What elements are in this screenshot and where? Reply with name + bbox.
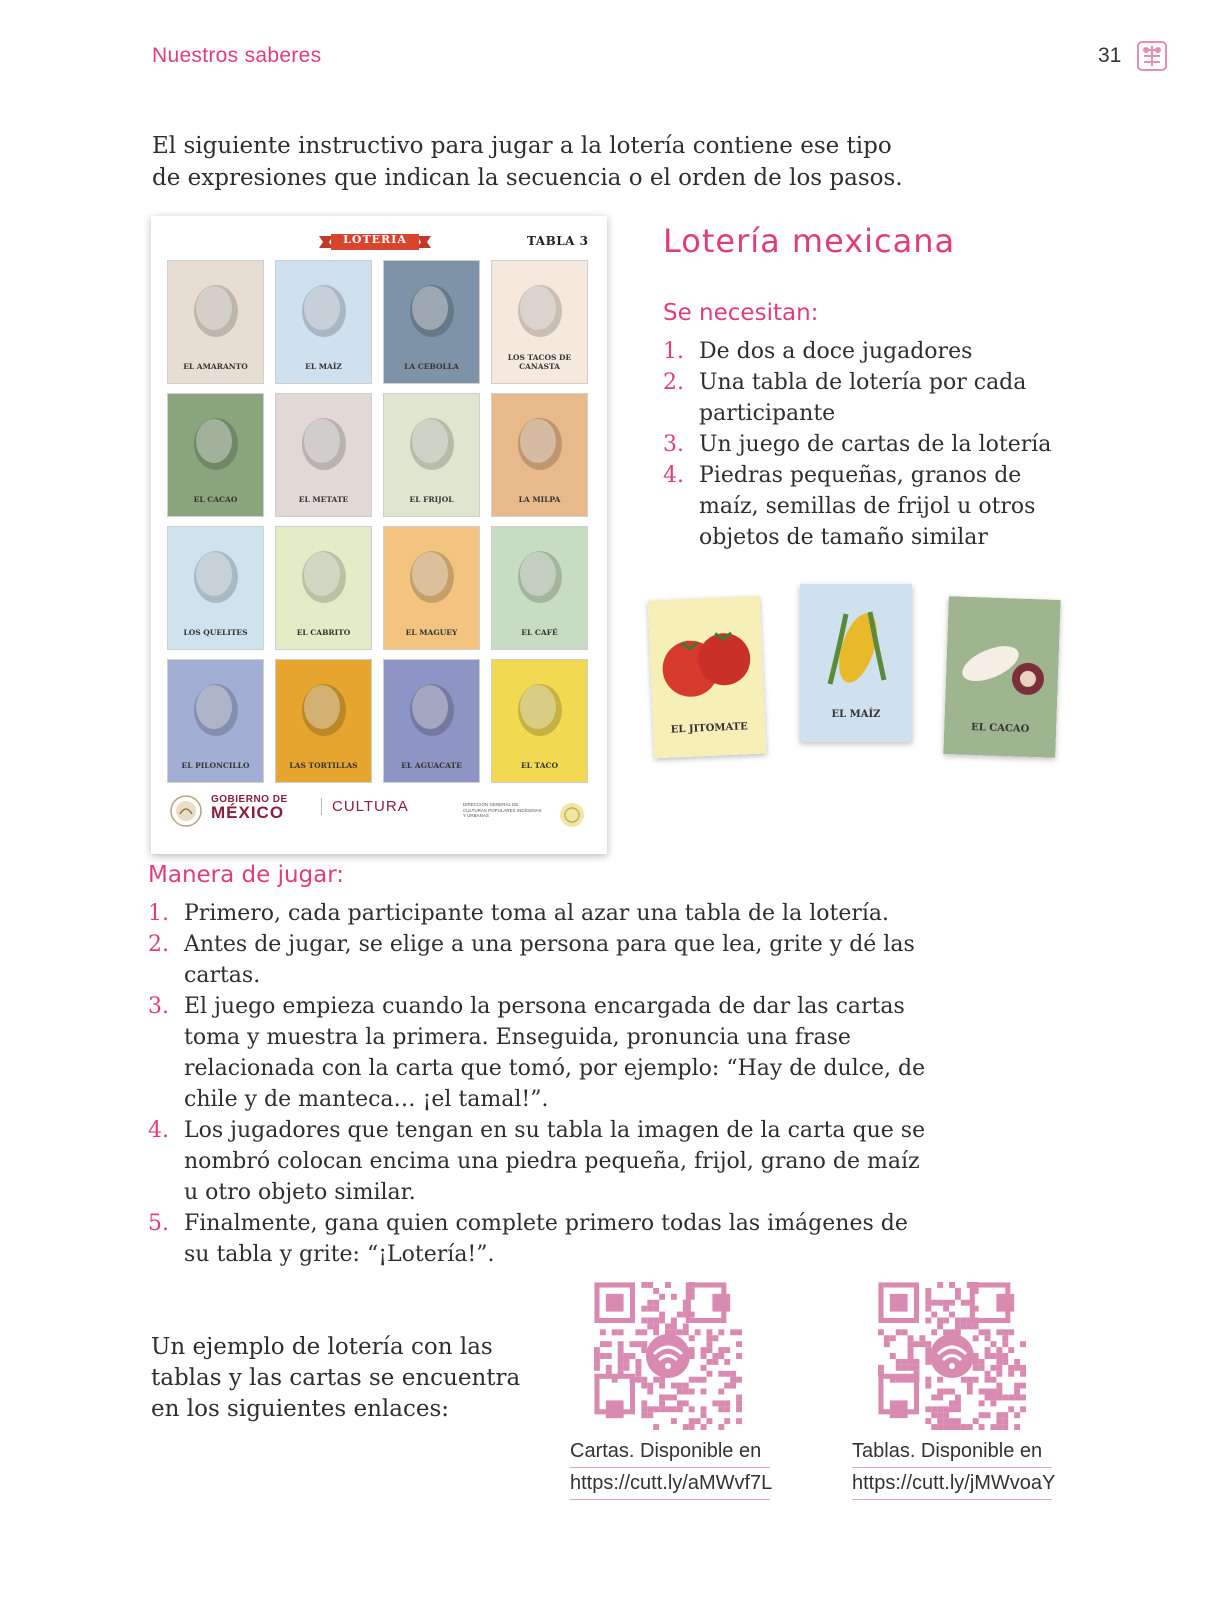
list-item [663,336,1063,367]
list-number: 5. [148,1211,169,1236]
board-card [167,393,264,517]
sample-card-label: EL MAÍZ [831,709,881,720]
board-grid [167,260,591,783]
intro-paragraph: El siguiente instructivo para jugar a la lotería contiene ese tipo de expresiones que indican la secuencia o el orden de los pasos. [152,133,903,191]
list-number: 2. [148,932,169,957]
board-card-label: EL AGUACATE [401,761,462,770]
links-paragraph: Un ejemplo de lotería con las tablas y las cartas se encuentra en los siguientes enlaces: [151,1334,521,1422]
board-footer [167,788,591,834]
board-card-label: EL PILONCILLO [181,761,250,770]
list-number: 3. [148,994,169,1019]
board-card-label: EL METATE [298,495,349,504]
board-card [383,260,480,384]
list-number: 4. [148,1118,169,1143]
qr-code-cartas-icon[interactable] [594,1282,742,1430]
board-card [383,526,480,650]
needs-list [663,336,1063,553]
list-item [148,1208,928,1270]
sample-card-label: EL JITOMATE [670,721,748,736]
board-card-label: EL CABRITO [296,628,351,637]
qr-code-tablas-icon[interactable] [878,1282,1026,1430]
list-item [663,367,1063,429]
list-item-text: Los jugadores que tengan en su tabla la imagen de la carta que se nombró colocan encima una piedra pequeña, frijol, grano de maíz u otro objeto similar. [184,1118,926,1205]
board-card-label: EL AMARANTO [183,362,248,371]
board-tabla-label: TABLA 3 [527,234,589,248]
board-card-label: LAS TORTILLAS [289,761,358,770]
needs-heading: Se necesitan: [663,300,819,326]
qr-link-tablas[interactable]: https://cutt.ly/jMWvoaY [852,1468,1052,1500]
list-item [663,429,1063,460]
board-card [275,659,372,783]
gobierno-logo [211,794,288,823]
board-card [275,393,372,517]
sample-card-maiz [800,584,912,742]
list-item-text: Primero, cada participante toma al azar una tabla de la lotería. [184,901,889,926]
gobierno-line2: MÉXICO [211,803,285,822]
play-steps-list [148,898,928,1270]
loteria-board [151,216,607,854]
board-card [491,260,588,384]
list-item-text: Piedras pequeñas, granos de maíz, semillas de frijol u otros objetos de tamaño similar [699,463,1036,550]
board-card [275,526,372,650]
list-number: 4. [663,463,684,488]
gobierno-line1: GOBIERNO DE [211,794,288,805]
qr-link-cartas[interactable]: https://cutt.ly/aMWvf7L [570,1468,770,1500]
board-card-label: LOS QUELITES [183,628,248,637]
culturas-badge-icon [559,802,585,828]
list-item-text: Un juego de cartas de la lotería [699,432,1052,457]
board-card-label: LA CEBOLLA [404,362,459,371]
board-card [491,659,588,783]
board-card [383,393,480,517]
board-card-label: EL MAGUEY [405,628,458,637]
list-number: 1. [663,339,684,364]
board-card-label: LA MILPA [518,495,561,504]
list-number: 3. [663,432,684,457]
list-item-text: El juego empieza cuando la persona encargada de dar las cartas toma y muestra la primera. Enseguida, pronuncia una frase relacionada con la carta que tomó, por ejemplo: “Hay de dulce, de chile y de manteca… ¡el tamal!”. [184,994,926,1112]
sample-card-cacao [943,596,1060,758]
play-heading: Manera de jugar: [148,862,345,888]
loteria-title: Lotería mexicana [663,222,956,260]
board-card [167,526,264,650]
section-title: Nuestros saberes [152,44,322,67]
loteria-banner-text: LOTERÍA [343,233,407,246]
board-card-label: LOS TACOS DE CANASTA [507,353,572,371]
cultura-logo: CULTURA [321,798,409,815]
sample-card-label: EL CACAO [970,721,1030,735]
qr-caption-tablas[interactable] [852,1436,1056,1500]
board-card [491,526,588,650]
dgc-logo-text: DIRECCIÓN GENERAL DE CULTURAS POPULARES INDÍGENAS Y URBANAS [463,802,542,818]
board-card-label: EL CACAO [193,495,238,504]
board-card [167,659,264,783]
board-card-label: EL TACO [520,761,559,770]
list-item [148,1115,928,1208]
list-item [148,991,928,1115]
board-card [275,260,372,384]
list-number: 1. [148,901,169,926]
list-item-text: Finalmente, gana quien complete primero todas las imágenes de su tabla y grite: “¡Lotería!”. [184,1211,908,1267]
board-card-label: EL FRIJOL [409,495,454,504]
board-card-label: EL CAFÉ [521,628,558,637]
board-card [383,659,480,783]
qr-caption-cartas-line1: Cartas. Disponible en [570,1436,770,1468]
list-number: 2. [663,370,684,395]
qr-caption-cartas[interactable] [570,1436,773,1500]
list-item [148,929,928,991]
page-number: 31 [1098,44,1122,67]
aztec-ornament-icon [1134,38,1170,74]
sample-card-jitomate [648,596,767,759]
list-item-text: Antes de jugar, se elige a una persona para que lea, grite y dé las cartas. [184,932,915,988]
board-card [491,393,588,517]
list-item-text: Una tabla de lotería por cada participante [699,370,1027,426]
list-item [148,898,928,929]
board-card [167,260,264,384]
list-item-text: De dos a doce jugadores [699,339,973,364]
qr-caption-tablas-line1: Tablas. Disponible en [852,1436,1052,1468]
list-item [663,460,1063,553]
mexico-seal-icon [169,794,203,828]
board-card-label: EL MAÍZ [305,362,342,371]
